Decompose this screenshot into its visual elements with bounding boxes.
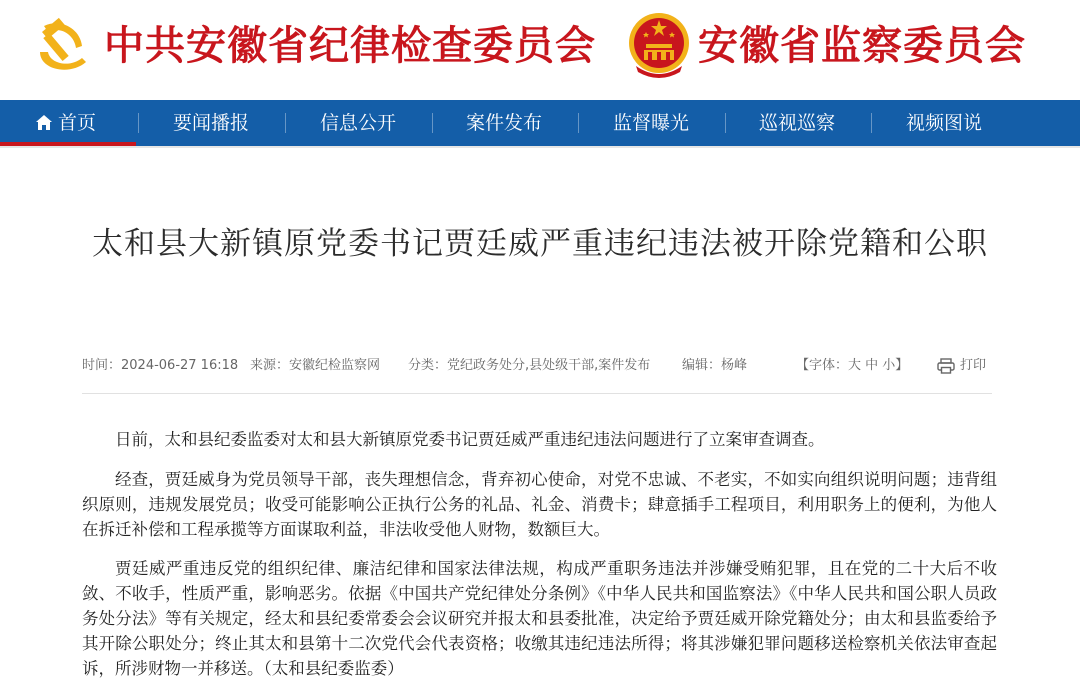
nav-divider	[578, 113, 579, 133]
publish-time: 时间：2024-06-27 16:18	[82, 358, 239, 373]
print-link[interactable]: 打印	[960, 358, 987, 373]
anhui-supervision-commission-title: 安徽省监察委员会	[698, 22, 1026, 69]
article-title: 太和县大新镇原党委书记贾廷威严重违纪违法被开除党籍和公职	[92, 226, 988, 262]
nav-item-video[interactable]: 视频图说	[906, 112, 983, 134]
nav-divider	[871, 113, 872, 133]
national-emblem-icon	[626, 10, 692, 80]
nav-item-inspection[interactable]: 巡视巡察	[759, 112, 836, 134]
meta-divider	[82, 393, 992, 394]
nav-item-supervision-exposure[interactable]: 监督曝光	[613, 112, 690, 134]
article-source: 来源：安徽纪检监察网	[250, 358, 381, 373]
nav-item-info-disclosure[interactable]: 信息公开	[320, 112, 397, 134]
article-editor: 编辑：杨峰	[682, 358, 748, 373]
nav-item-home[interactable]	[36, 100, 96, 146]
main-nav	[0, 100, 1080, 146]
nav-divider	[138, 113, 139, 133]
printer-icon[interactable]	[937, 358, 955, 374]
nav-item-label: 首页	[58, 112, 97, 134]
nav-item-news[interactable]: 要闻播报	[173, 112, 250, 134]
article-paragraph: 日前，太和县纪委监委对太和县大新镇原党委书记贾廷威严重违纪违法问题进行了立案审查调查。	[115, 430, 825, 449]
nav-divider	[432, 113, 433, 133]
nav-item-case-release[interactable]: 案件发布	[466, 112, 543, 134]
article-paragraph: 贾廷威严重违反党的组织纪律、廉洁纪律和国家法律法规，构成严重职务违法并涉嫌受贿犯罪，且在党的二十大后不收敛、不收手，性质严重，影响恶劣。依据《中国共产党纪律处分条例》《中华人民共和国监察法》《中华人民共和国公职人员政务处分法》等有关规定，经太和县纪委常委会会议研究并报太和县委批准，决定给予贾廷威开除党籍处分；由太和县监委给予其开除公职处分；终止其太和县第十二次党代会代表资格；收缴其违纪违法所得；将其涉嫌犯罪问题移送检察机关依法审查起诉，所涉财物一并移送。（太和县纪委监委）	[82, 559, 997, 678]
site-header	[0, 0, 1080, 100]
font-size-selector[interactable]: 【字体：大 中 小】	[796, 358, 909, 373]
article-category: 分类：党纪政务处分,县处级干部,案件发布	[408, 358, 651, 373]
nav-bottom-border	[0, 146, 1080, 148]
home-icon	[36, 115, 52, 130]
article-meta	[82, 356, 1000, 376]
nav-divider	[285, 113, 286, 133]
nav-divider	[725, 113, 726, 133]
hammer-sickle-icon	[30, 12, 96, 78]
cpc-discipline-commission-title: 中共安徽省纪律检查委员会	[104, 22, 596, 69]
article-paragraph: 经查，贾廷威身为党员领导干部，丧失理想信念，背弃初心使命，对党不忠诚、不老实，不如实向组织说明问题；违背组织原则，违规发展党员；收受可能影响公正执行公务的礼品、礼金、消费卡；肆意插手工程项目，利用职务上的便利，为他人在拆迁补偿和工程承揽等方面谋取利益，非法收受他人财物，数额巨大。	[82, 470, 997, 539]
